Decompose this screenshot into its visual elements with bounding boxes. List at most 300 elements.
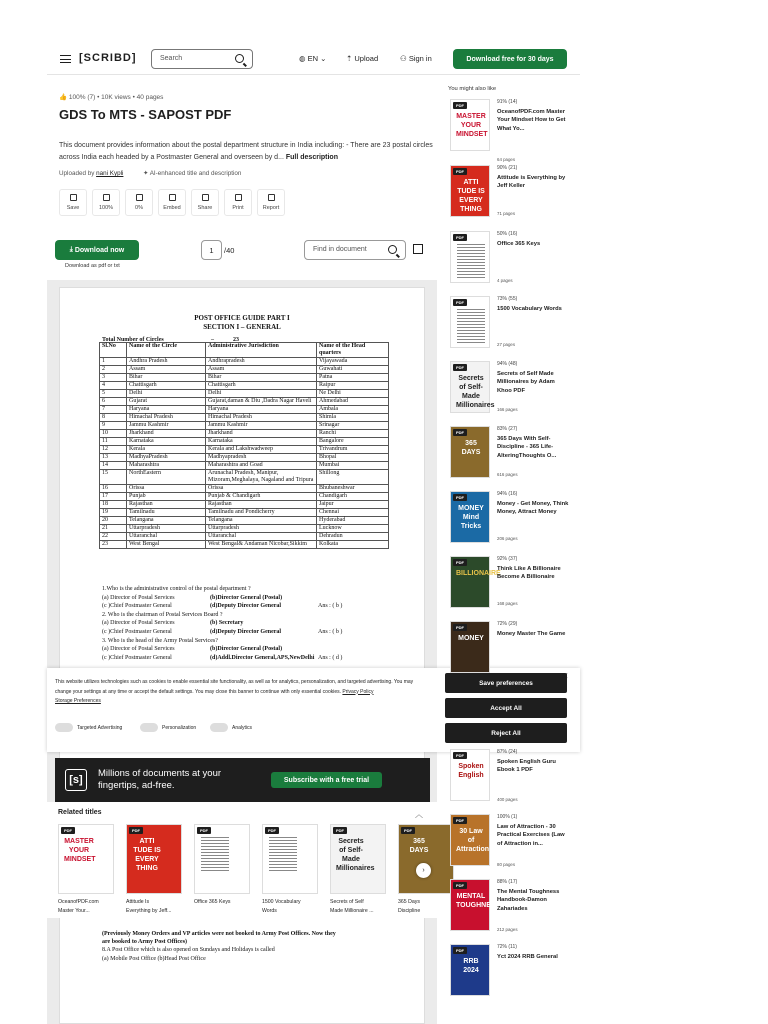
related-title-card[interactable] (194, 824, 250, 907)
related-title-line: Secrets of Self (330, 899, 364, 905)
related-title-text[interactable] (126, 898, 182, 916)
table-cell: 6 (100, 398, 127, 406)
question-text: (b) Secretary (210, 620, 244, 627)
menu-icon[interactable] (60, 55, 71, 63)
table-cell: Bhubaneshwar (317, 485, 389, 493)
cover-title: MONEY (458, 635, 484, 642)
cover-title: ATTI TUDE IS EVERY THING (133, 838, 161, 872)
download-now-label: Download now (74, 246, 125, 254)
pdf-badge: PDF (453, 882, 467, 889)
downvote-button[interactable] (125, 189, 153, 216)
storage-preferences-link[interactable]: Storage Preferences (55, 698, 101, 704)
pdf-badge: PDF (453, 559, 467, 566)
report-button[interactable] (257, 189, 285, 216)
cover-title: MONEY Mind Tricks (458, 505, 484, 530)
sidebar-cover-image[interactable] (450, 556, 501, 608)
related-title-line: OceanofPDF.com (58, 899, 99, 905)
print-label: Print (232, 205, 244, 211)
related-title-card[interactable] (58, 824, 114, 916)
table-cell: Trivandrum (317, 446, 389, 454)
question-text: 2. Who is the chairman of Postal Services Board ? (102, 611, 223, 618)
table-cell: Maharashtra (127, 462, 206, 470)
document-actions (59, 189, 285, 216)
scribd-logo[interactable]: [SCRIBD] (79, 52, 137, 64)
rating-text: 94% (16) (497, 491, 518, 497)
table-cell: Bihar (127, 374, 206, 382)
sidebar-cover-image[interactable] (450, 165, 490, 217)
table-cell: 3 (100, 374, 127, 382)
rating-text: 94% (48) (497, 361, 518, 367)
sidebar-item-title[interactable]: Spoken English Guru Ebook 1 PDF (497, 759, 556, 774)
table-row (100, 358, 389, 366)
sidebar-item-title[interactable]: Yct 2024 RRB General (497, 954, 558, 960)
cover-text-lines (457, 242, 485, 280)
table-cell: Bangalore (317, 438, 389, 446)
sidebar-cover-image[interactable] (450, 749, 490, 801)
column-header: Sl.No (100, 343, 127, 358)
pdf-badge: PDF (453, 429, 467, 436)
rating-text: 83% (27) (497, 426, 518, 432)
related-cover-image[interactable] (262, 824, 318, 894)
table-row (100, 390, 389, 398)
table-cell: Himachal Pradesh (127, 414, 206, 422)
table-cell: Bihar (206, 374, 317, 382)
table-cell: Rajasthan (206, 501, 317, 509)
cookie-text-block (55, 678, 420, 707)
sidebar-cover-image[interactable] (450, 491, 490, 543)
search-icon[interactable] (235, 54, 244, 63)
pdf-badge: PDF (453, 102, 467, 109)
pdf-badge: PDF (453, 234, 467, 241)
thumbs-up-icon: 👍 (59, 94, 68, 101)
fullscreen-icon[interactable] (413, 244, 423, 254)
cover-text-lines (201, 835, 229, 873)
upload-link[interactable]: ⇡ Upload (346, 54, 379, 63)
table-cell: Rajasthan (127, 501, 206, 509)
sidebar-item-title[interactable]: 365 Days With Self-Discipline - 365 Life-AlteringThoughts O... (497, 436, 557, 459)
related-cover-image[interactable] (398, 824, 454, 894)
full-description-link[interactable]: Full description (285, 154, 338, 161)
next-arrow-icon[interactable]: › (416, 863, 431, 878)
table-cell: Punjab & Chandigarh (206, 493, 317, 501)
sidebar-item-title[interactable]: Money - Get Money, Think Money, Attract Money (497, 501, 569, 516)
page-count: 206 pages (497, 536, 518, 541)
sidebar-item-title[interactable]: The Mental Toughness Handbook-Damon Zahariades (497, 889, 560, 912)
sidebar-item-title[interactable]: Secrets of Self Made Millionaires by Adam Khoo PDF (497, 371, 555, 394)
table-cell: Telangana (206, 517, 317, 525)
bookmark-icon (70, 194, 77, 201)
table-cell: Karnataka (127, 438, 206, 446)
table-cell: Mumbai (317, 462, 389, 470)
page-count: 80 pages (497, 862, 516, 867)
table-cell: Tamilnadu and Pondicherry (206, 509, 317, 517)
table-cell: 22 (100, 533, 127, 541)
page-total: /40 (224, 246, 235, 255)
table-cell: Chattisgarh (206, 382, 317, 390)
sidebar-item-title[interactable]: Attitude is Everything by Jeff Keller (497, 175, 566, 190)
table-cell: Jaipur (317, 501, 389, 509)
related-title-line: Office 365 Keys (194, 899, 231, 905)
subscribe-banner (55, 758, 430, 802)
table-row (100, 398, 389, 406)
page-heading: POST OFFICE GUIDE PART I (194, 314, 290, 322)
table-cell: Chattisgarh (127, 382, 206, 390)
column-header: Name of the Head quarters (317, 343, 389, 358)
language-label: EN (307, 54, 319, 63)
chevron-up-icon[interactable]: ︿ (415, 810, 423, 819)
question-text: (d)Deputy Director General (210, 603, 282, 610)
related-cover-image[interactable] (330, 824, 386, 894)
pdf-badge: PDF (129, 827, 143, 834)
table-cell: Shillong (317, 470, 389, 485)
toggle-switch[interactable] (55, 723, 73, 732)
table-cell: Uttarpradesh (127, 525, 206, 533)
table-cell: Haryana (127, 406, 206, 414)
reject-all-button[interactable]: Reject All (445, 723, 567, 743)
table-cell: Assam (206, 366, 317, 374)
cover-title: 365 DAYS (461, 440, 481, 456)
table-cell: Tamilnadu (127, 509, 206, 517)
pdf-badge: PDF (453, 817, 467, 824)
cover-text-lines (269, 835, 297, 873)
pdf-badge: PDF (453, 752, 467, 759)
total-circles-dash: – (211, 337, 214, 343)
table-row (100, 470, 389, 485)
cover-title: MASTER YOUR MINDSET (456, 113, 488, 138)
cover-title: 365 DAYS (409, 838, 429, 854)
sidebar-item-title[interactable]: Think Like A Billionaire Become A Billionaire (497, 566, 561, 581)
table-cell: 10 (100, 430, 127, 438)
table-cell: 4 (100, 382, 127, 390)
table-cell: Jharkhand (127, 430, 206, 438)
related-cover-image[interactable] (194, 824, 250, 894)
related-title-text[interactable] (262, 898, 318, 916)
sidebar-cover-image[interactable] (450, 99, 490, 151)
download-now-button[interactable] (55, 240, 139, 260)
sidebar-cover-image[interactable] (450, 296, 490, 348)
table-cell: 2 (100, 366, 127, 374)
table-cell: Jammu Kashmir (127, 422, 206, 430)
download-icon: ⤓ (69, 246, 75, 253)
upload-label: Upload (354, 54, 379, 63)
pdf-badge: PDF (265, 827, 279, 834)
table-row (100, 541, 389, 549)
page-count: 71 pages (497, 211, 516, 216)
sidebar-cover-image[interactable] (450, 879, 501, 931)
related-titles-heading: Related titles (58, 809, 102, 816)
toggle-switch[interactable] (140, 723, 158, 732)
table-cell: 21 (100, 525, 127, 533)
related-title-text[interactable] (330, 898, 386, 916)
upvote-button[interactable] (92, 189, 120, 216)
table-row (100, 446, 389, 454)
sidebar-cover-image[interactable] (450, 426, 490, 478)
table-row (100, 525, 389, 533)
lower-text-line: (Previously Money Orders and VP articles were not booked to Army Post Offices. Now they (102, 931, 336, 937)
related-title-line: Master Your... (58, 908, 90, 914)
accept-all-button[interactable]: Accept All (445, 698, 567, 718)
sidebar-item-title[interactable]: Law of Attraction - 30 Practical Exercises (Law of Attraction in... (497, 824, 565, 847)
lower-text-line: (a) Mobile Post Office (b)Head Post Office (102, 955, 206, 962)
table-row (100, 414, 389, 422)
related-cover-image[interactable] (126, 824, 182, 894)
cookie-text: This website utilizes technologies such as cookies to enable essential site functionality, as well as for analytics, personalization, and targeted advertising. You may change your settings at any time or accept the default settings. You may close this banner to continue with only essential cookies. (55, 679, 414, 695)
cover-title: Secrets of Self-Made Millionaires (336, 838, 375, 872)
cover-title: RRB 2024 (463, 958, 479, 974)
related-title-line: Attitude Is (126, 899, 150, 905)
downvote-label: 0% (135, 205, 143, 211)
column-header: Administrative Jurisdiction (206, 343, 317, 358)
table-cell: Maharashtra and Goad (206, 462, 317, 470)
table-cell: 16 (100, 485, 127, 493)
table-cell: Jammu Kashmir (206, 422, 317, 430)
sidebar-heading: You might also like (448, 86, 497, 92)
thumbs-down-icon (136, 194, 143, 201)
page-count: 616 pages (497, 472, 518, 477)
table-row (100, 509, 389, 517)
toggle-label: Analytics (232, 724, 253, 731)
table-cell: Srinagar (317, 422, 389, 430)
cover-title: ATTI TUDE IS EVERY THING (457, 179, 485, 213)
table-cell: Madhyapradesh (206, 454, 317, 462)
page-count: 212 pages (497, 927, 518, 932)
description-text: This document provides information about the postal department structure in India including: - There are 23 postal circles across India each headed by a Postmaster General and overseen by d... (59, 142, 433, 161)
save-preferences-button[interactable]: Save preferences (445, 673, 567, 693)
share-label: Share (197, 205, 213, 211)
personalization-toggle[interactable] (140, 723, 196, 732)
analytics-toggle[interactable] (210, 723, 252, 732)
cover-title: Spoken English (458, 763, 484, 779)
column-header: Name of the Circle (127, 343, 206, 358)
lower-text-line: are booked to Army Post Offices) (102, 939, 188, 946)
table-cell: 7 (100, 406, 127, 414)
code-icon (169, 194, 176, 201)
table-cell: Chennai (317, 509, 389, 517)
rating-text: 91% (14) (497, 99, 518, 105)
question-text: Ans : ( b ) (318, 603, 343, 610)
table-cell: Shimla (317, 414, 389, 422)
table-header-row (100, 343, 389, 358)
sidebar-cover-image[interactable] (450, 361, 495, 413)
table-cell: Ranchi (317, 430, 389, 438)
question-text: (b)Director General (Postal) (210, 646, 283, 653)
question-text: (c )Chief Postmaster General (102, 629, 172, 635)
table-cell: 20 (100, 517, 127, 525)
thumbs-up-icon (103, 194, 110, 201)
cover-title: BILLIONAIRE (456, 570, 501, 577)
sidebar-item-title[interactable]: OceanofPDF.com Master Your Mindset How to Get What Yo... (497, 109, 566, 132)
related-title-text[interactable] (58, 898, 114, 916)
rating-text: 72% (11) (497, 944, 517, 950)
table-cell: Patna (317, 374, 389, 382)
table-row (100, 430, 389, 438)
table-cell: Uttaranchal (206, 533, 317, 541)
table-cell: 19 (100, 509, 127, 517)
banner-line-2: fingertips, ad-free. (98, 780, 175, 791)
table-row (100, 454, 389, 462)
table-cell: Ambala (317, 406, 389, 414)
related-title-card[interactable] (330, 824, 386, 916)
print-button[interactable] (224, 189, 252, 216)
table-row (100, 517, 389, 525)
rating-text: 72% (29) (497, 621, 518, 627)
table-cell: Delhi (127, 390, 206, 398)
subscribe-free-trial-button[interactable]: Subscribe with a free trial (271, 772, 382, 788)
question-text: (a) Director of Postal Services (102, 620, 175, 627)
find-placeholder: Find in document (313, 246, 367, 253)
page-number-input[interactable]: 1 (201, 240, 222, 260)
question-text: (a) Director of Postal Services (102, 646, 175, 653)
related-title-line: 365 Days (398, 899, 420, 905)
related-title-text[interactable] (194, 898, 250, 907)
table-cell: 5 (100, 390, 127, 398)
related-title-card[interactable] (262, 824, 318, 916)
table-cell: Chandigarh (317, 493, 389, 501)
table-cell: Punjab (127, 493, 206, 501)
share-button[interactable] (191, 189, 219, 216)
page-count: 4 pages (497, 278, 513, 283)
table-cell: West Bengal& Andaman Nicobar,Sikkim (206, 541, 317, 549)
rating-text: 90% (21) (497, 165, 518, 171)
table-cell: 23 (100, 541, 127, 549)
table-cell: 14 (100, 462, 127, 470)
page-subheading: SECTION I – GENERAL (203, 323, 281, 331)
table-cell: Orissa (127, 485, 206, 493)
question-text: (a) Director of Postal Services (102, 594, 175, 601)
cover-title: MENTAL TOUGHNESS (456, 893, 501, 909)
printer-icon (235, 194, 242, 201)
table-cell: Ne Delhi (317, 390, 389, 398)
table-cell: Himachal Pradesh (206, 414, 317, 422)
toggle-switch[interactable] (210, 723, 228, 732)
table-row (100, 438, 389, 446)
pdf-badge: PDF (453, 299, 467, 306)
sidebar-item-title[interactable]: 1500 Vocabulary Words (497, 306, 562, 312)
table-cell: Haryana (206, 406, 317, 414)
table-cell: Gujarat (127, 398, 206, 406)
rating-text: 73% (55) (497, 296, 518, 302)
related-title-card[interactable] (126, 824, 182, 916)
table-row (100, 533, 389, 541)
document-description (59, 140, 435, 164)
table-row (100, 382, 389, 390)
document-meta (59, 93, 163, 101)
related-cover-image[interactable] (58, 824, 114, 894)
related-title-line: Made Millionaire ... (330, 908, 374, 914)
question-text: (b)Director General (Postal) (210, 594, 283, 601)
rating-text: 87% (24) (497, 749, 518, 755)
table-cell: Gujarat,daman & Diu ,Dadra Nagar Haveli (206, 398, 317, 406)
table-cell: 12 (100, 446, 127, 454)
save-button[interactable] (59, 189, 87, 216)
download-free-button[interactable]: Download free for 30 days (453, 49, 567, 69)
sidebar-cover-image[interactable] (450, 944, 490, 996)
toggle-label: Personalization (162, 724, 197, 731)
embed-label: Embed (163, 205, 181, 211)
table-cell: Ahmedabad (317, 398, 389, 406)
language-selector[interactable]: ◍ EN ⌄ (299, 54, 327, 63)
search-icon[interactable] (388, 245, 397, 254)
page-count: 400 pages (497, 797, 518, 802)
page-count: 168 pages (497, 601, 518, 606)
download-format-note: Download as pdf or txt (65, 263, 120, 269)
search-placeholder: Search (160, 55, 183, 62)
close-icon[interactable]: ✕ (561, 671, 569, 681)
table-cell: NorthEastern (127, 470, 206, 485)
table-cell: Kolkata (317, 541, 389, 549)
embed-button[interactable] (158, 189, 186, 216)
pdf-badge: PDF (61, 827, 75, 834)
uploader-link[interactable]: nani Kypli (96, 170, 124, 177)
cover-title: 30 Law of Attraction (456, 828, 490, 853)
related-title-line: Everything by Jeff... (126, 908, 172, 914)
find-in-document-input[interactable] (304, 240, 406, 260)
lower-text-line: 8.A Post Office which is also opened on Sundays and Holidays is called (102, 947, 275, 954)
sidebar-cover-image[interactable] (450, 231, 490, 283)
sidebar-item-title[interactable]: Money Master The Game (497, 631, 566, 637)
table-row (100, 493, 389, 501)
table-cell: Kerala (127, 446, 206, 454)
search-input[interactable] (151, 49, 253, 69)
pdf-badge: PDF (333, 827, 347, 834)
pdf-badge: PDF (401, 827, 415, 834)
cookie-consent-banner (47, 668, 580, 752)
related-title-line: Discipline (398, 908, 421, 914)
table-cell: Andhra Pradesh (127, 358, 206, 366)
targeted-advertising-toggle[interactable] (55, 723, 122, 732)
pdf-badge: PDF (453, 624, 467, 631)
table-cell: Arunachal Pradesh, Manipur, Mizoram,Meghalaya, Nagaland and Tripura (206, 470, 317, 485)
toggle-label: Targeted Advertising (77, 724, 123, 731)
upvote-label: 100% (98, 205, 114, 211)
uploaded-prefix: Uploaded by (59, 170, 95, 177)
question-text: (d)Deputy Director General (210, 629, 282, 635)
table-row (100, 422, 389, 430)
page-count: 27 pages (497, 342, 516, 347)
table-row (100, 485, 389, 493)
banner-text (98, 768, 221, 792)
table-cell: Hyderabad (317, 517, 389, 525)
sidebar-cover-image[interactable] (450, 814, 490, 866)
save-label: Save (66, 205, 80, 211)
rating-text: 100% (1) (497, 814, 518, 820)
banner-line-1: Millions of documents at your (98, 768, 222, 779)
privacy-policy-link[interactable]: Privacy Policy (342, 688, 374, 695)
meta-text: 100% (7) • 10K views • 40 pages (68, 94, 164, 101)
sidebar-cover-image[interactable] (450, 621, 490, 673)
table-cell: Delhi (206, 390, 317, 398)
question-text: (c )Chief Postmaster General (102, 603, 172, 610)
related-title-line: 1500 Vocabulary (262, 899, 301, 905)
table-cell: 9 (100, 422, 127, 430)
cover-text-lines (457, 307, 485, 345)
table-cell: West Bengal (127, 541, 206, 549)
question-text: 1.Who is the administrative control of the postal department ? (102, 586, 251, 592)
related-title-text[interactable] (398, 898, 454, 916)
table-cell: Kerala and Lakshwadweep (206, 446, 317, 454)
sidebar-item-title[interactable]: Office 365 Keys (497, 241, 541, 247)
table-cell: Assam (127, 366, 206, 374)
table-row (100, 366, 389, 374)
pdf-badge: PDF (453, 168, 467, 175)
question-text: (c )Chief Postmaster General (102, 654, 172, 661)
sign-in-link[interactable]: ⚇ Sign in (400, 54, 432, 63)
question-text: Ans : ( b ) (318, 629, 343, 635)
table-cell: Telangana (127, 517, 206, 525)
table-cell: 13 (100, 454, 127, 462)
sign-in-label: Sign in (408, 54, 432, 63)
ai-enhanced-note (143, 170, 241, 177)
